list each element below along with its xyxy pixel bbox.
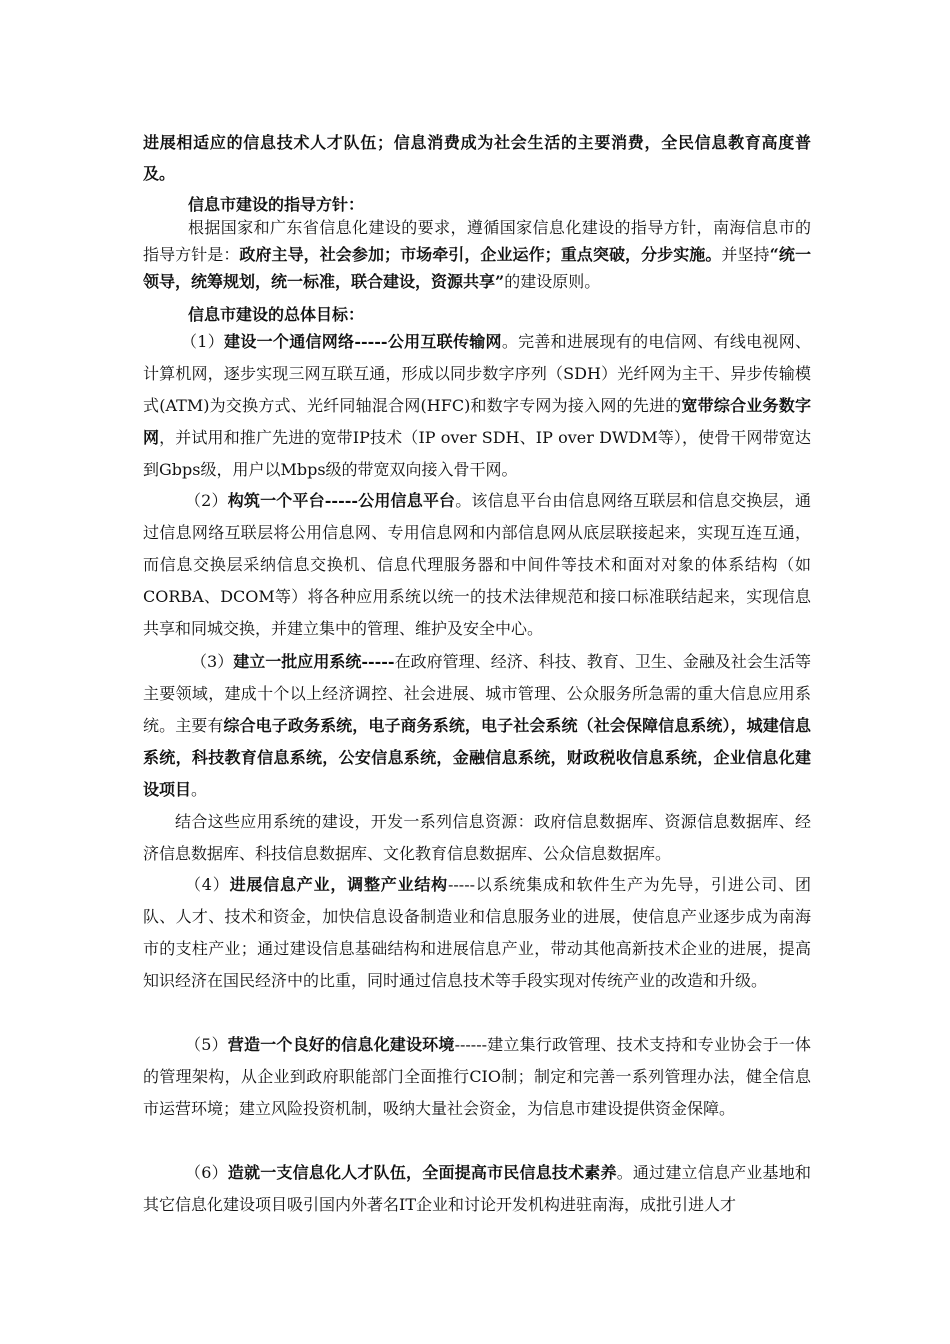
bold-span: “统一领导，统筹规划，统一标准，联合建设，资源共享”	[143, 245, 811, 291]
bold-span: 造就一支信息化人才队伍，全面提高市民信息技术素养	[227, 1163, 617, 1182]
text-span: 。完善和进展现有的电信网、有线电视网、计算机网，逐步实现三网互联互通，形成以同步数字序列（SDH）光纤网为主干、异步传输模式(ATM)为交换方式、光纤同轴混合网(HFC)和数字专网为接入网的先进的	[143, 332, 811, 415]
text-span: ，并试用和推广先进的宽带IP技术（IP over SDH、IP over DWDM等），使骨干网带宽达到Gbps级，用户以Mbps级的带宽双向接入骨干网。	[143, 428, 811, 479]
bold-span: 构筑一个平台-----公用信息平台	[227, 491, 456, 510]
bold-span: 进展信息产业，调整产业结构	[229, 875, 448, 894]
paragraph-goal-4	[143, 869, 811, 997]
text-span: -----以系统集成和软件生产为先导，引进公司、团队、人才、技术和资金，加快信息设备制造业和信息服务业的进展，使信息产业逐步成为南海市的支柱产业；通过建设信息基础结构和进展信息产业，带动其他高新技术企业的进展，提高知识经济在国民经济中的比重，同时通过信息技术等手段实现对传统产业的改造和升级。	[143, 875, 811, 990]
bold-span: 建立一批应用系统-----	[233, 652, 395, 671]
text-span: 。该信息平台由信息网络互联层和信息交换层，通过信息网络互联层将公用信息网、专用信息网和内部信息网从底层联接起来，实现互连互通，而信息交换层采纳信息交换机、信息代理服务器和中间件等技术和面对对象的体系结构（如CORBA、DCOM等）将各种应用系统以统一的技术法律规范和接口标准联结起来，实现信息共享和同城交换，并建立集中的管理、维护及安全中心。	[143, 491, 811, 638]
text-span: 信息市建设的指导方针：	[188, 195, 365, 214]
text-span: 进展相适应的信息技术人才队伍；信息消费成为社会生活的主要消费，全民信息教育高度普及。	[143, 133, 811, 183]
text-span: 结合这些应用系统的建设，开发一系列信息资源：政府信息数据库、资源信息数据库、经济信息数据库、科技信息数据库、文化教育信息数据库、公众信息数据库。	[143, 812, 811, 863]
bold-span: 政府主导，社会参加；市场牵引，企业运作；重点突破，分步实施。	[239, 245, 722, 264]
bold-span: 宽带综合业务数字网	[143, 396, 811, 447]
text-span: （4）	[185, 875, 230, 894]
paragraph-goal-3	[143, 646, 811, 806]
text-span: （5）	[185, 1035, 228, 1054]
paragraph-guiding-policy	[143, 214, 811, 295]
paragraph-goal-6	[143, 1157, 811, 1221]
text-span: 的建设原则。	[504, 272, 601, 291]
text-span: 信息市建设的总体目标：	[188, 305, 365, 324]
text-span: 根据国家和广东省信息化建设的要求，遵循国家信息化建设的指导方针，南海信息市的指导方针是：	[143, 218, 811, 264]
bold-span: 综合电子政务系统，电子商务系统，电子社会系统（社会保障信息系统），城建信息系统，科技教育信息系统，公安信息系统，金融信息系统，财政税收信息系统，企业信息化建设项目	[143, 716, 811, 799]
paragraph-goal-5	[143, 1029, 811, 1125]
text-span: （3）	[191, 652, 234, 671]
text-span: （2）	[185, 491, 228, 510]
bold-span: 营造一个良好的信息化建设环境	[227, 1035, 455, 1054]
paragraph-goal-2	[143, 485, 811, 645]
bold-span: 建设一个通信网络-----公用互联传输网	[224, 332, 502, 351]
text-span: （6）	[185, 1163, 228, 1182]
text-span: 。	[191, 780, 208, 799]
paragraph-goal-1	[143, 326, 811, 486]
text-span: 并坚持	[721, 245, 770, 264]
text-span: （1）	[181, 332, 225, 351]
paragraph-info-resources	[143, 806, 811, 870]
paragraph-intro-continuation	[143, 127, 811, 189]
text-span: 。通过建立信息产业基地和其它信息化建设项目吸引国内外著名IT企业和讨论开发机构进驻南海，成批引进人才	[143, 1163, 811, 1214]
text-span: 在政府管理、经济、科技、教育、卫生、金融及社会生活等主要领域，建成十个以上经济调控、社会进展、城市管理、公众服务所急需的重大信息应用系统。主要有	[143, 652, 811, 735]
text-span: ------建立集行政管理、技术支持和专业协会于一体的管理架构，从企业到政府职能部门全面推行CIO制；制定和完善一系列管理办法，健全信息市运营环境；建立风险投资机制，吸纳大量社会资金，为信息市建设提供资金保障。	[143, 1035, 811, 1118]
